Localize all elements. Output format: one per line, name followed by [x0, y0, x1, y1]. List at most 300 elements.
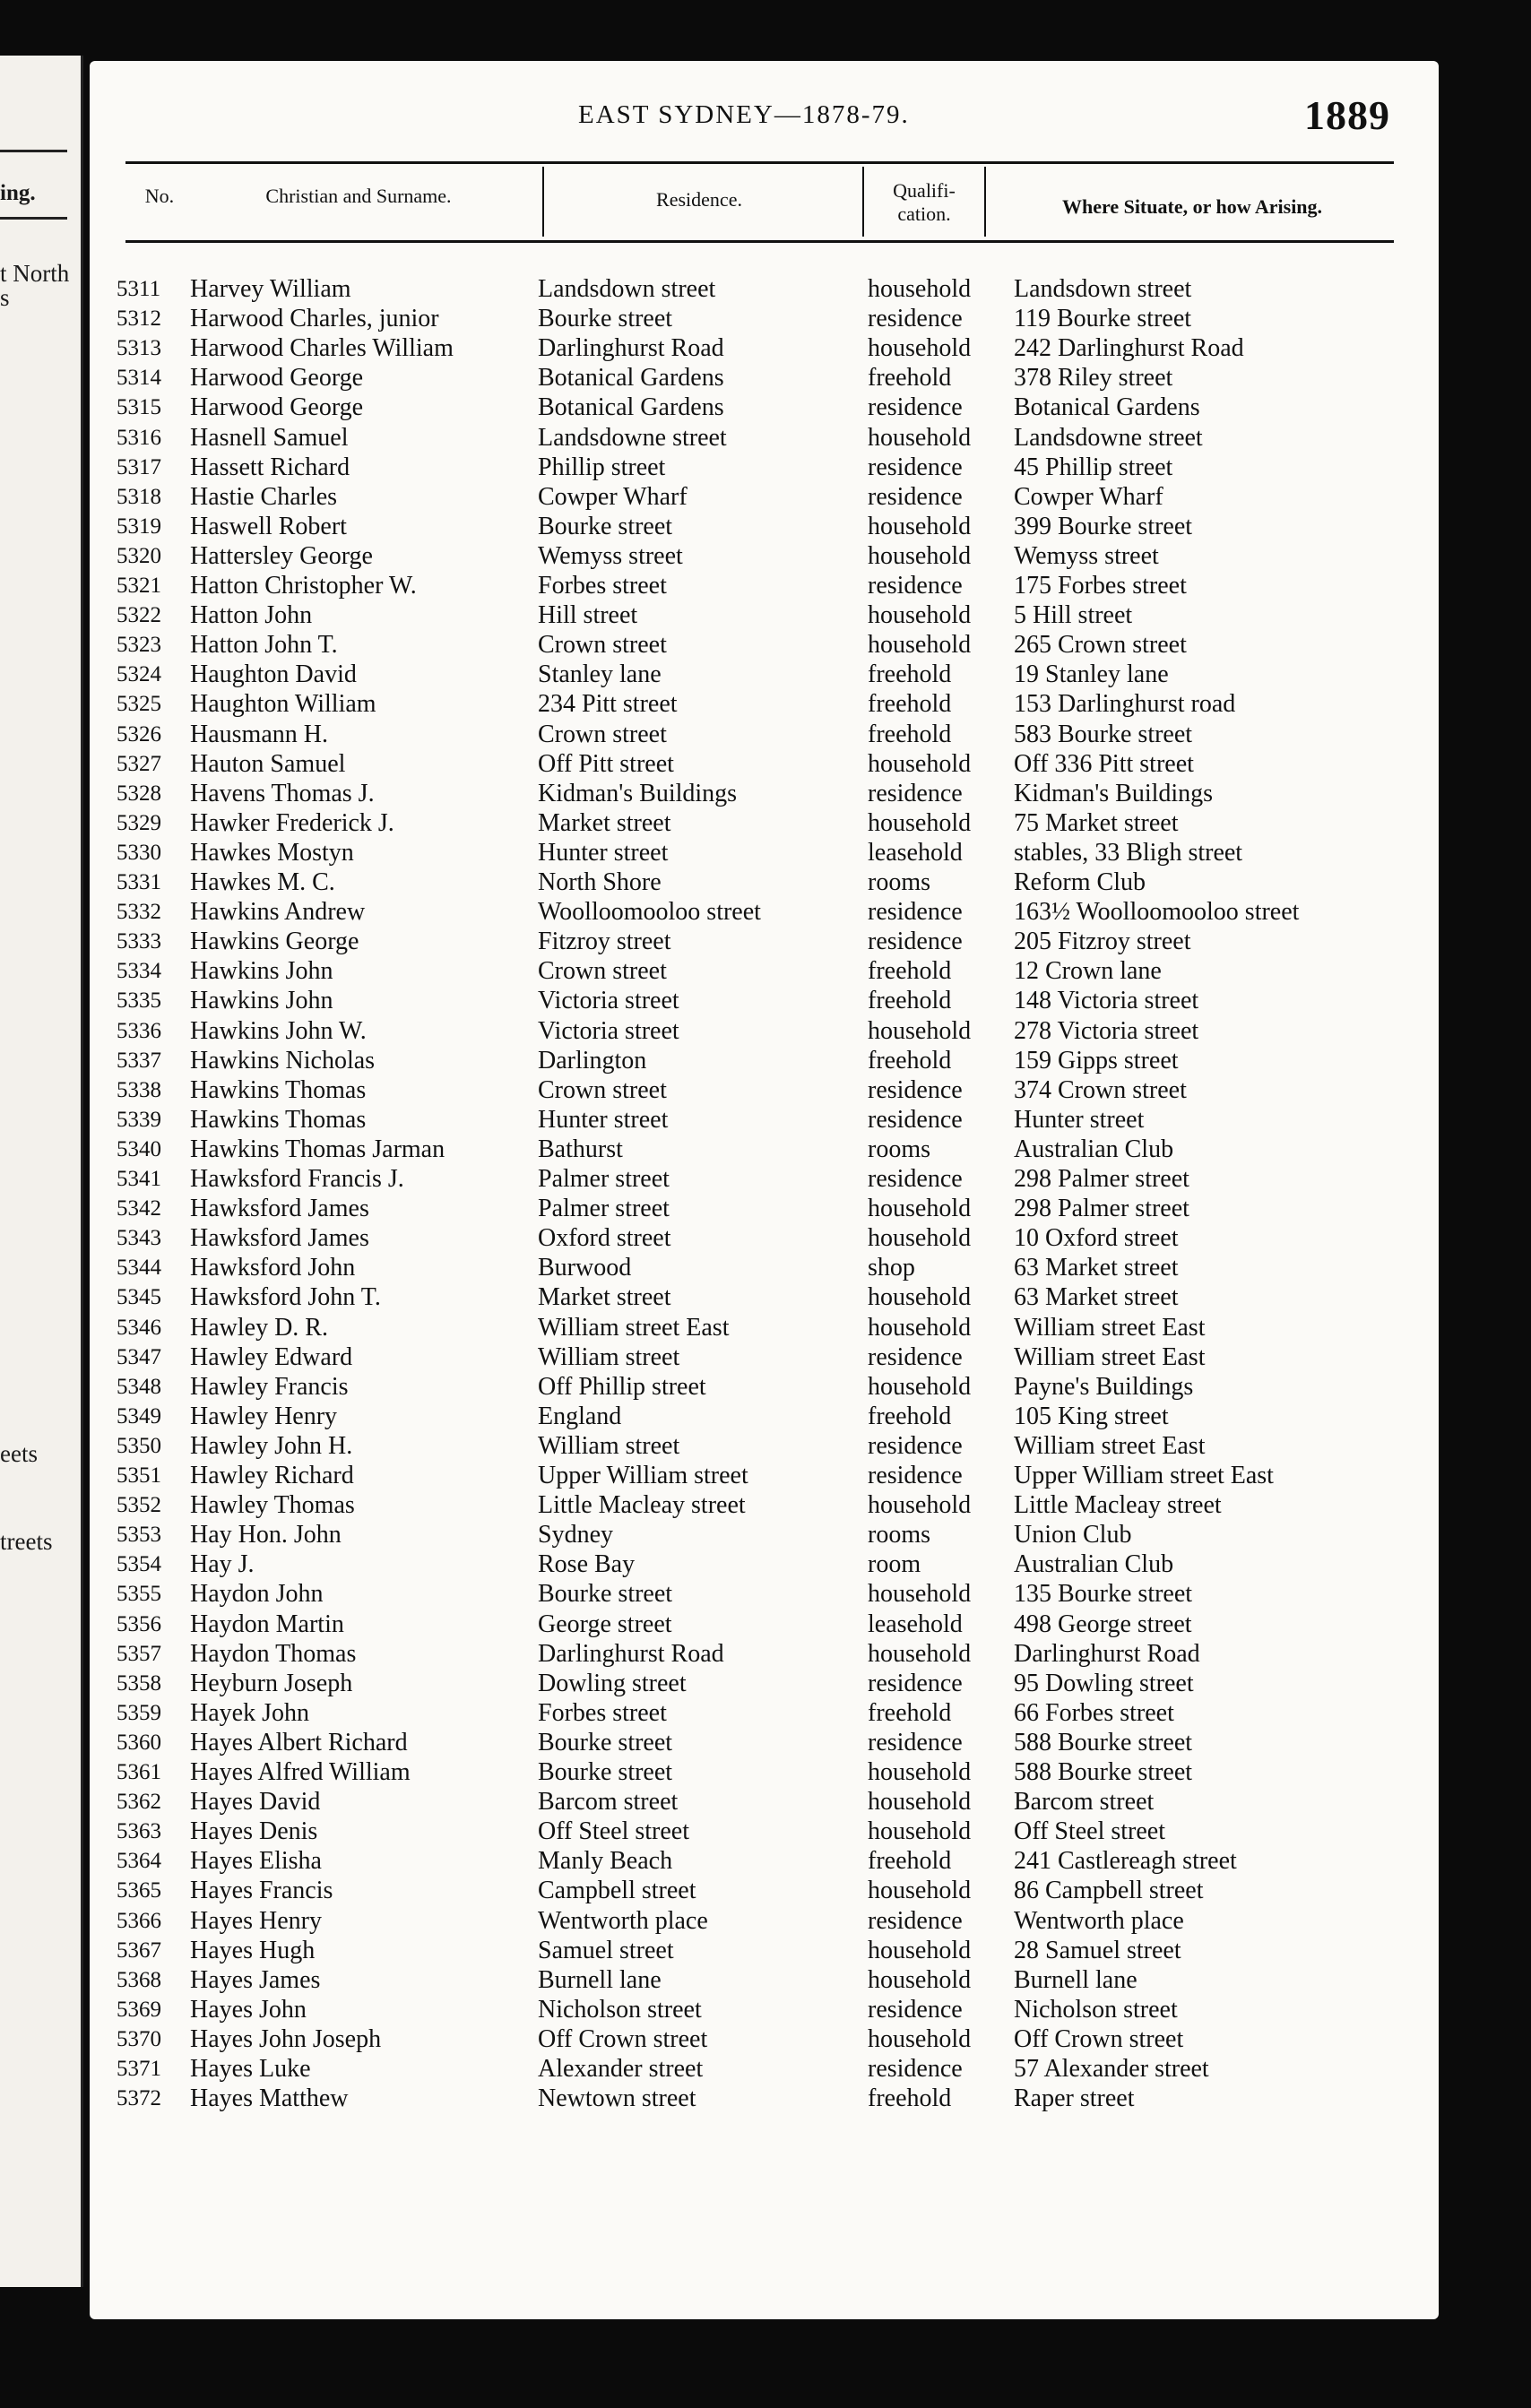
where-situate: William street East — [1014, 1431, 1206, 1460]
qualification: household — [868, 601, 972, 630]
elector-name: Hawkins Thomas — [190, 1105, 367, 1134]
table-row — [90, 600, 1439, 630]
qualification: freehold — [868, 1698, 952, 1727]
elector-name: Hayes James — [190, 1965, 321, 1994]
entry-number: 5360 — [117, 1730, 161, 1755]
where-situate: 163½ Woolloomooloo street — [1014, 898, 1300, 927]
qualification: household — [868, 1224, 972, 1253]
elector-name: Hayes Alfred William — [190, 1758, 411, 1786]
residence: Phillip street — [538, 453, 666, 481]
table-row — [90, 363, 1439, 393]
elector-name: Hawksford John — [190, 1254, 356, 1282]
elector-name: Harwood Charles, junior — [190, 305, 439, 333]
residence: Landsdowne street — [538, 423, 727, 452]
residence: Sydney — [538, 1521, 613, 1549]
entry-number: 5350 — [117, 1433, 161, 1458]
where-situate: Off Crown street — [1014, 2024, 1184, 2053]
table-row — [90, 1313, 1439, 1342]
elector-name: Hawker Frederick J. — [190, 808, 394, 837]
qualification: residence — [868, 1906, 963, 1935]
where-situate: stables, 33 Bligh street — [1014, 838, 1243, 867]
entry-number: 5347 — [117, 1344, 161, 1369]
qualification: rooms — [868, 868, 930, 896]
residence: Crown street — [538, 957, 667, 986]
residence: Burwood — [538, 1254, 632, 1282]
qualification: household — [868, 1936, 972, 1964]
column-header-name: Christian and Surname. — [265, 185, 452, 207]
elector-name: Hatton John T. — [190, 631, 338, 660]
qualification: household — [868, 1016, 972, 1045]
table-row — [90, 453, 1439, 482]
qualification: household — [868, 749, 972, 778]
entry-number: 5359 — [117, 1700, 161, 1725]
table-row — [90, 1431, 1439, 1461]
where-situate: Wemyss street — [1014, 541, 1159, 570]
where-situate: Hunter street — [1014, 1105, 1145, 1134]
entry-number: 5327 — [117, 751, 161, 776]
entry-number: 5337 — [117, 1048, 161, 1073]
where-situate: 45 Phillip street — [1014, 453, 1173, 481]
qualification: household — [868, 631, 972, 660]
residence: Bourke street — [538, 512, 673, 540]
elector-name: Hawley Thomas — [190, 1491, 355, 1520]
residence: Bathurst — [538, 1135, 623, 1163]
table-row — [90, 1520, 1439, 1549]
left-page-fragment: ing. — [0, 181, 36, 205]
where-situate: Australian Club — [1014, 1135, 1174, 1163]
where-situate: 63 Market street — [1014, 1283, 1179, 1312]
qualification: residence — [868, 1431, 963, 1460]
qualification: freehold — [868, 957, 952, 986]
left-page-margin — [0, 56, 83, 2287]
qualification: shop — [868, 1254, 915, 1282]
column-header-qualification: Qualifi- cation. — [893, 179, 956, 225]
where-situate: Nicholson street — [1014, 1995, 1178, 2024]
table-row — [90, 482, 1439, 512]
elector-name: Hawksford James — [190, 1224, 369, 1253]
table-row — [90, 1461, 1439, 1490]
entry-number: 5346 — [117, 1315, 161, 1340]
table-row — [90, 1906, 1439, 1936]
table-row — [90, 1223, 1439, 1253]
residence: Off Crown street — [538, 2024, 708, 2053]
register-page — [90, 61, 1439, 2319]
qualification: residence — [868, 1105, 963, 1134]
where-situate: 66 Forbes street — [1014, 1698, 1174, 1727]
residence: Stanley lane — [538, 660, 662, 689]
table-row — [90, 2084, 1439, 2113]
entry-number: 5363 — [117, 1819, 161, 1844]
table-row — [90, 1787, 1439, 1817]
entry-number: 5319 — [117, 514, 161, 539]
qualification: residence — [868, 1995, 963, 2024]
table-row — [90, 956, 1439, 986]
elector-name: Hayes David — [190, 1788, 321, 1817]
qualification: household — [868, 1372, 972, 1401]
where-situate: Union Club — [1014, 1521, 1132, 1549]
where-situate: William street East — [1014, 1313, 1206, 1342]
qualification: freehold — [868, 720, 952, 748]
qualification: freehold — [868, 1847, 952, 1876]
entry-number: 5339 — [117, 1107, 161, 1132]
entry-number: 5372 — [117, 2086, 161, 2111]
residence: Dowling street — [538, 1669, 687, 1697]
elector-name: Hawkins Andrew — [190, 898, 366, 927]
elector-name: Haughton David — [190, 660, 357, 689]
elector-name: Hasnell Samuel — [190, 423, 349, 452]
elector-name: Hay J. — [190, 1550, 255, 1579]
table-row — [90, 660, 1439, 689]
entry-number: 5334 — [117, 959, 161, 984]
residence: Little Macleay street — [538, 1491, 746, 1520]
qualification: residence — [868, 1165, 963, 1193]
elector-name: Hawkins John — [190, 957, 333, 986]
elector-name: Hauton Samuel — [190, 749, 346, 778]
elector-name: Heyburn Joseph — [190, 1669, 353, 1697]
entry-number: 5321 — [117, 574, 161, 598]
entry-number: 5358 — [117, 1670, 161, 1696]
qualification: household — [868, 334, 972, 363]
table-row — [90, 2054, 1439, 2084]
where-situate: 148 Victoria street — [1014, 987, 1199, 1015]
residence: Fitzroy street — [538, 928, 671, 956]
residence: Bourke street — [538, 1758, 673, 1786]
where-situate: 278 Victoria street — [1014, 1016, 1199, 1045]
where-situate: Little Macleay street — [1014, 1491, 1222, 1520]
qualification: household — [868, 1817, 972, 1846]
table-row — [90, 1936, 1439, 1965]
qualification: freehold — [868, 364, 952, 393]
entry-number: 5335 — [117, 988, 161, 1014]
residence: Barcom street — [538, 1788, 679, 1817]
where-situate: Cowper Wharf — [1014, 482, 1163, 511]
where-situate: Wentworth place — [1014, 1906, 1184, 1935]
elector-name: Hayes Francis — [190, 1877, 333, 1905]
elector-name: Haughton William — [190, 690, 376, 719]
qualification: household — [868, 1313, 972, 1342]
where-situate: Landsdowne street — [1014, 423, 1203, 452]
qualification: household — [868, 1758, 972, 1786]
where-situate: Upper William street East — [1014, 1462, 1274, 1489]
residence: Oxford street — [538, 1224, 671, 1253]
elector-name: Hawley Henry — [190, 1402, 338, 1430]
residence: Darlington — [538, 1046, 647, 1075]
where-situate: 75 Market street — [1014, 808, 1179, 837]
entry-number: 5370 — [117, 2026, 161, 2051]
where-situate: 63 Market street — [1014, 1254, 1179, 1282]
elector-name: Hay Hon. John — [190, 1521, 342, 1549]
entry-number: 5355 — [117, 1582, 161, 1607]
elector-name: Hawkes Mostyn — [190, 838, 354, 867]
elector-name: Hawley John H. — [190, 1431, 353, 1460]
where-situate: Landsdown street — [1014, 275, 1192, 303]
qualification: household — [868, 1491, 972, 1520]
residence: Forbes street — [538, 1698, 667, 1727]
where-situate: 57 Alexander street — [1014, 2055, 1209, 2083]
table-row — [90, 1253, 1439, 1282]
residence: Darlinghurst Road — [538, 334, 724, 363]
table-row — [90, 1846, 1439, 1876]
qualification: leasehold — [868, 838, 963, 867]
elector-name: Hawkins Nicholas — [190, 1046, 376, 1075]
table-row — [90, 1194, 1439, 1223]
residence: Crown street — [538, 720, 667, 748]
residence: Bourke street — [538, 305, 673, 333]
residence: Burnell lane — [538, 1965, 662, 1994]
elector-name: Harwood Charles William — [190, 334, 454, 363]
elector-name: Hatton John — [190, 601, 313, 630]
entry-number: 5366 — [117, 1908, 161, 1933]
residence: England — [538, 1402, 622, 1430]
elector-name: Hausmann H. — [190, 720, 328, 748]
residence: Hill street — [538, 601, 638, 630]
entry-number: 5326 — [117, 721, 161, 747]
entry-number: 5356 — [117, 1611, 161, 1636]
entry-number: 5364 — [117, 1849, 161, 1874]
elector-name: Hawksford John T. — [190, 1283, 381, 1312]
elector-name: Hayes Hugh — [190, 1936, 316, 1964]
table-row — [90, 1075, 1439, 1105]
qualification: household — [868, 1195, 972, 1223]
qualification: freehold — [868, 1402, 952, 1430]
residence: Wentworth place — [538, 1906, 708, 1935]
table-row — [90, 1164, 1439, 1194]
elector-name: Hayes John Joseph — [190, 2024, 382, 2053]
table-row — [90, 1579, 1439, 1609]
where-situate: 265 Crown street — [1014, 631, 1187, 660]
qualification: household — [868, 2024, 972, 2053]
qualification: household — [868, 808, 972, 837]
table-row — [90, 274, 1439, 304]
entry-number: 5351 — [117, 1463, 161, 1488]
qualification: residence — [868, 1728, 963, 1756]
table-row — [90, 1046, 1439, 1075]
table-row — [90, 541, 1439, 571]
elector-name: Hawkes M. C. — [190, 868, 335, 896]
qualification: freehold — [868, 690, 952, 719]
table-row — [90, 808, 1439, 838]
residence: Samuel street — [538, 1936, 674, 1964]
residence: North Shore — [538, 868, 662, 896]
where-situate: 583 Bourke street — [1014, 720, 1193, 748]
qualification: freehold — [868, 2084, 952, 2113]
where-situate: 153 Darlinghurst road — [1014, 690, 1236, 719]
left-page-fragment: s — [0, 284, 10, 311]
elector-name: Haswell Robert — [190, 512, 347, 540]
where-situate: 86 Campbell street — [1014, 1877, 1204, 1905]
qualification: residence — [868, 482, 963, 511]
elector-name: Hawkins John — [190, 987, 333, 1015]
qualification: freehold — [868, 660, 952, 689]
elector-name: Hayes Elisha — [190, 1847, 322, 1876]
elector-name: Hassett Richard — [190, 453, 350, 481]
table-row — [90, 512, 1439, 541]
residence: Off Phillip street — [538, 1372, 706, 1401]
where-situate: 19 Stanley lane — [1014, 660, 1169, 689]
elector-name: Hatton Christopher W. — [190, 572, 417, 600]
entry-number: 5348 — [117, 1374, 161, 1399]
entry-number: 5353 — [117, 1523, 161, 1548]
table-row — [90, 1342, 1439, 1372]
qualification: residence — [868, 779, 963, 807]
entry-number: 5369 — [117, 1997, 161, 2022]
where-situate: 5 Hill street — [1014, 601, 1133, 630]
residence: Forbes street — [538, 572, 667, 600]
where-situate: Australian Club — [1014, 1550, 1174, 1579]
qualification: household — [868, 1788, 972, 1817]
running-title: EAST SYDNEY—1878-79. — [578, 100, 910, 129]
where-situate: 498 George street — [1014, 1610, 1192, 1638]
elector-name: Hastie Charles — [190, 482, 338, 511]
entry-number: 5367 — [117, 1938, 161, 1963]
residence: Market street — [538, 808, 671, 837]
table-row — [90, 1876, 1439, 1905]
entry-number: 5345 — [117, 1285, 161, 1310]
entry-number: 5362 — [117, 1790, 161, 1815]
where-situate: 205 Fitzroy street — [1014, 928, 1191, 956]
elector-name: Hawley D. R. — [190, 1313, 328, 1342]
entry-number: 5318 — [117, 484, 161, 509]
elector-name: Haydon John — [190, 1580, 324, 1609]
qualification: residence — [868, 1075, 963, 1104]
entry-number: 5324 — [117, 662, 161, 687]
where-situate: 378 Riley street — [1014, 364, 1173, 393]
entry-number: 5320 — [117, 543, 161, 568]
column-header-where: Where Situate, or how Arising. — [1061, 195, 1323, 218]
residence: Wemyss street — [538, 541, 683, 570]
elector-name: Hawley Edward — [190, 1342, 353, 1371]
entry-number: 5333 — [117, 929, 161, 954]
entry-number: 5316 — [117, 425, 161, 450]
residence: Landsdown street — [538, 275, 716, 303]
elector-name: Hayes Luke — [190, 2055, 311, 2083]
table-row — [90, 838, 1439, 867]
table-row — [90, 1135, 1439, 1164]
elector-name: Haydon Martin — [190, 1610, 344, 1638]
left-page-fragment: t North — [0, 260, 70, 287]
elector-name: Hayes John — [190, 1995, 307, 2024]
where-situate: Darlinghurst Road — [1014, 1639, 1200, 1668]
residence: William street — [538, 1342, 680, 1371]
table-row — [90, 1639, 1439, 1669]
qualification: residence — [868, 898, 963, 927]
left-page-fragment: eets — [0, 1440, 38, 1467]
entry-number: 5342 — [117, 1196, 161, 1221]
table-row — [90, 393, 1439, 422]
entry-number: 5371 — [117, 2057, 161, 2081]
entry-number: 5313 — [117, 336, 161, 361]
table-row — [90, 1402, 1439, 1431]
entry-number: 5344 — [117, 1256, 161, 1281]
where-situate: 242 Darlinghurst Road — [1014, 334, 1244, 363]
residence: 234 Pitt street — [538, 690, 678, 719]
entry-number: 5330 — [117, 840, 161, 865]
entry-number: 5322 — [117, 603, 161, 628]
entry-number: 5343 — [117, 1226, 161, 1251]
table-row — [90, 1965, 1439, 1995]
qualification: residence — [868, 453, 963, 481]
elector-name: Hawkins George — [190, 928, 359, 956]
where-situate: William street East — [1014, 1342, 1206, 1371]
table-row — [90, 749, 1439, 779]
where-situate: 175 Forbes street — [1014, 572, 1187, 600]
table-row — [90, 423, 1439, 453]
table-row — [90, 1016, 1439, 1046]
entry-number: 5332 — [117, 900, 161, 925]
residence: Palmer street — [538, 1165, 670, 1193]
entry-number: 5338 — [117, 1077, 161, 1102]
residence: Botanical Gardens — [538, 364, 724, 393]
where-situate: Raper street — [1014, 2084, 1135, 2113]
elector-name: Havens Thomas J. — [190, 779, 375, 807]
where-situate: Burnell lane — [1014, 1965, 1137, 1994]
elector-name: Hawkins Thomas Jarman — [190, 1135, 445, 1163]
where-situate: 374 Crown street — [1014, 1075, 1187, 1104]
residence: Victoria street — [538, 1016, 679, 1045]
qualification: household — [868, 1965, 972, 1994]
residence: Cowper Wharf — [538, 482, 688, 511]
table-row — [90, 1757, 1439, 1787]
entry-number: 5328 — [117, 781, 161, 806]
where-situate: 119 Bourke street — [1014, 305, 1192, 333]
elector-rows — [90, 61, 1439, 2319]
elector-name: Hawksford James — [190, 1195, 369, 1223]
qualification: freehold — [868, 1046, 952, 1075]
entry-number: 5361 — [117, 1760, 161, 1784]
elector-name: Hayes Albert Richard — [190, 1728, 408, 1756]
entry-number: 5311 — [117, 277, 161, 301]
table-row — [90, 1490, 1439, 1520]
entry-number: 5331 — [117, 870, 161, 894]
where-situate: 12 Crown lane — [1014, 957, 1162, 986]
residence: Newtown street — [538, 2084, 696, 2113]
where-situate: 159 Gipps street — [1014, 1046, 1179, 1075]
entry-number: 5336 — [117, 1018, 161, 1043]
entry-number: 5317 — [117, 454, 161, 479]
qualification: residence — [868, 2055, 963, 2083]
table-row — [90, 1372, 1439, 1402]
residence: Rose Bay — [538, 1550, 636, 1579]
residence: Kidman's Buildings — [538, 779, 738, 807]
qualification: household — [868, 1580, 972, 1609]
where-situate: 588 Bourke street — [1014, 1758, 1193, 1786]
table-row — [90, 333, 1439, 363]
residence: Crown street — [538, 631, 667, 660]
where-situate: Botanical Gardens — [1014, 393, 1200, 422]
qualification: residence — [868, 1669, 963, 1697]
entry-number: 5368 — [117, 1967, 161, 1992]
qualification: freehold — [868, 987, 952, 1015]
entry-number: 5323 — [117, 633, 161, 658]
residence: Crown street — [538, 1075, 667, 1104]
qualification: household — [868, 423, 972, 452]
residence: Upper William street — [538, 1462, 748, 1489]
table-row — [90, 897, 1439, 927]
residence: Campbell street — [538, 1877, 696, 1905]
elector-name: Hayes Matthew — [190, 2084, 349, 2113]
residence: William street — [538, 1431, 680, 1460]
entry-number: 5365 — [117, 1878, 161, 1903]
where-situate: 399 Bourke street — [1014, 512, 1193, 540]
where-situate: Kidman's Buildings — [1014, 779, 1214, 807]
where-situate: 95 Dowling street — [1014, 1669, 1194, 1697]
qualification: household — [868, 541, 972, 570]
elector-name: Harwood George — [190, 364, 364, 393]
qualification: residence — [868, 393, 963, 422]
table-row — [90, 1282, 1439, 1312]
elector-name: Harvey William — [190, 275, 351, 303]
elector-name: Hawkins Thomas — [190, 1075, 367, 1104]
